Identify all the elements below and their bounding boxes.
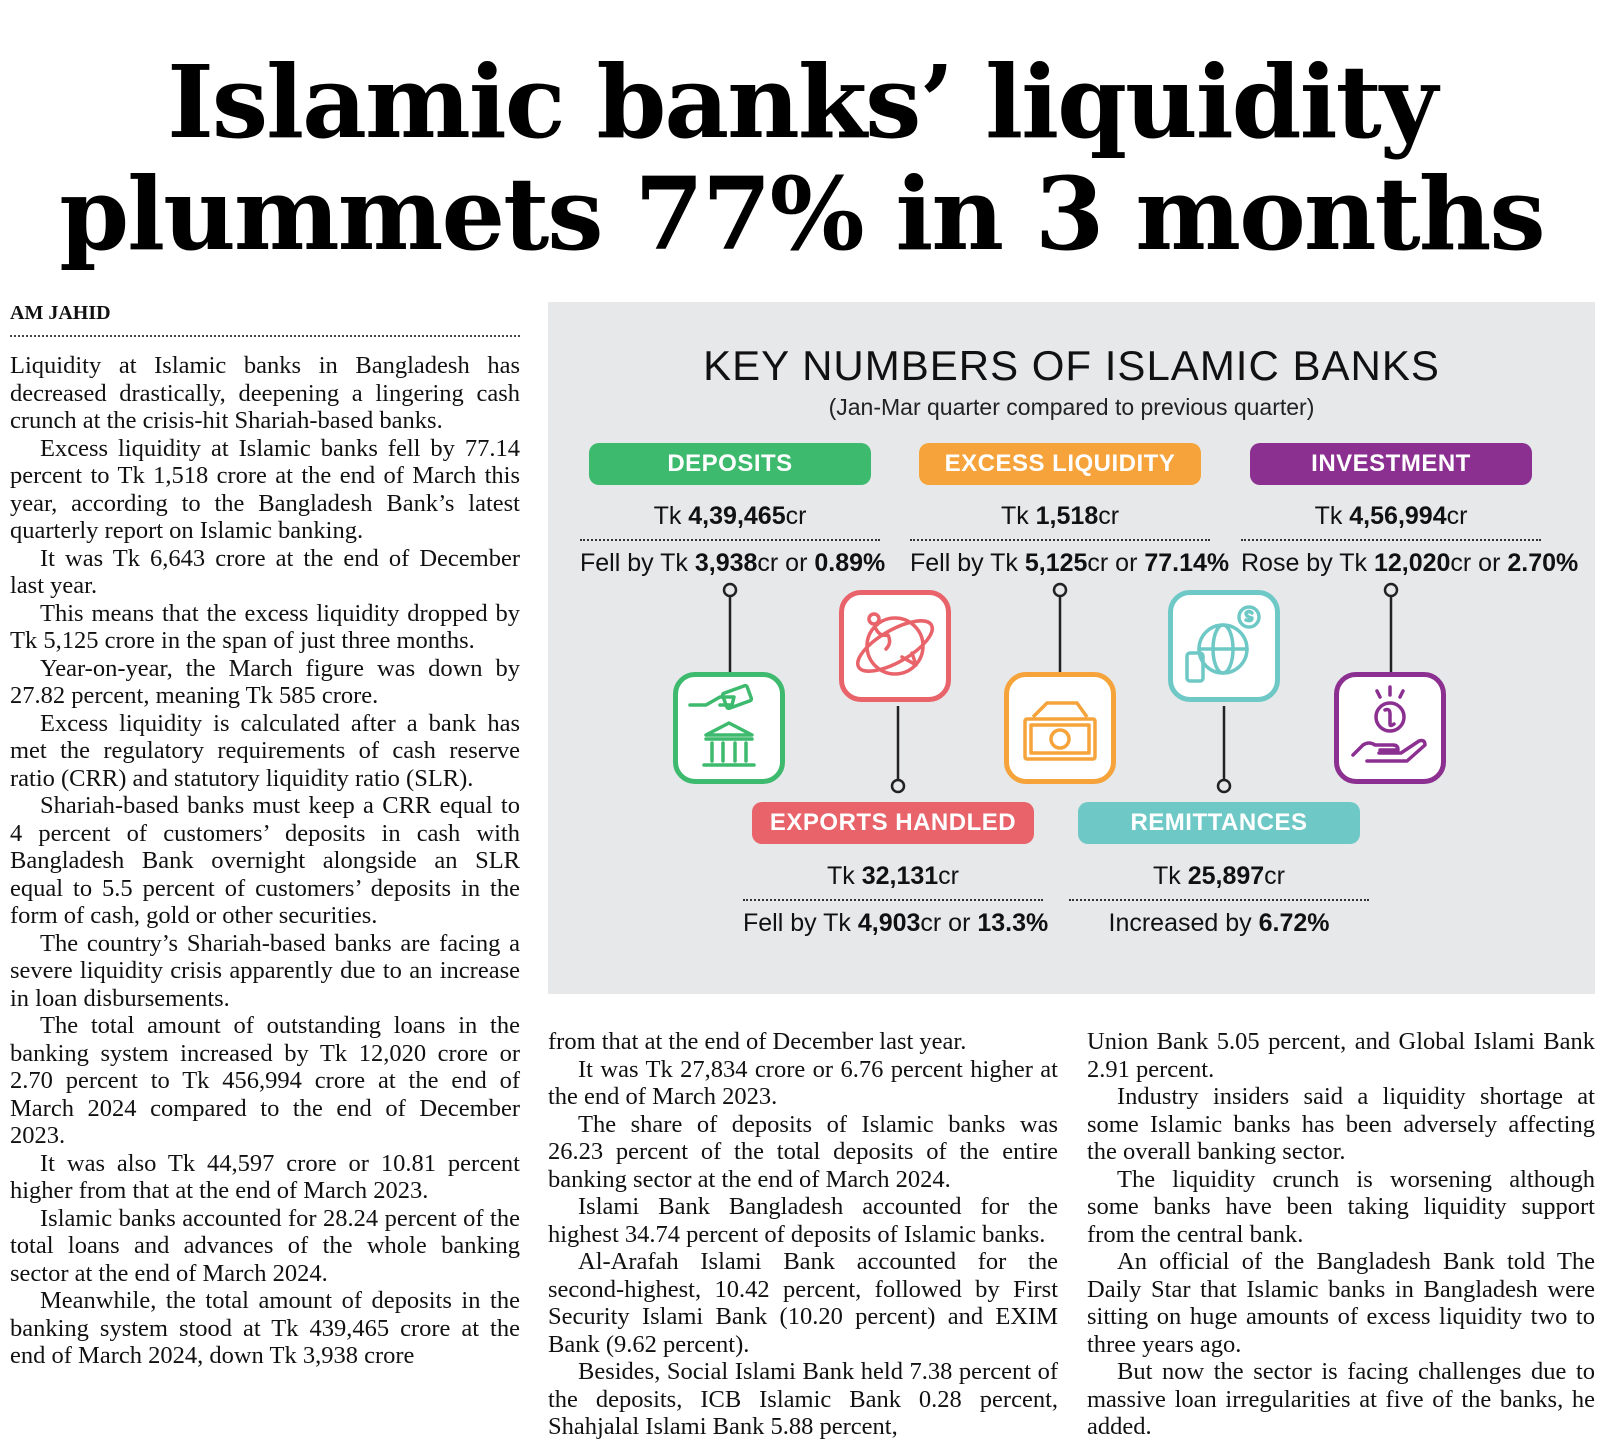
article-column-3 — [1087, 1028, 1595, 1441]
globe-phone-dollar-icon — [1168, 590, 1280, 702]
paragraph: Excess liquidity at Islamic banks fell by 77.14 percent to Tk 1,518 crore at the end of March this year, according to the Bangladesh Bank’s latest quarterly report on Islamic banking. — [10, 434, 520, 544]
paragraph: Excess liquidity is calculated after a bank has met the regulatory requirements of cash reserve ratio (CRR) and statutory liquidity ratio (SLR). — [10, 709, 520, 792]
deposits-stat — [580, 502, 886, 578]
paragraph: This means that the excess liquidity dropped by Tk 5,125 crore in the span of just three months. — [10, 599, 520, 654]
remittances-label: REMITTANCES — [1078, 802, 1360, 844]
investment-amount: Tk 4,56,994cr — [1241, 502, 1541, 541]
exports-handled-change: Fell by Tk 4,903cr or 13.3% — [743, 909, 1049, 937]
excess-liquidity-stat — [910, 502, 1230, 578]
key-numbers-infographic — [548, 302, 1595, 994]
headline-line-1: Islamic banks’ liquidity — [167, 43, 1436, 161]
cash-notes-icon — [1004, 672, 1116, 784]
exports-handled-label: EXPORTS HANDLED — [752, 802, 1034, 844]
deposits-change: Fell by Tk 3,938cr or 0.89% — [580, 549, 886, 577]
paragraph: But now the sector is facing challenges due to massive loan irregularities at five of the banks, he added. — [1087, 1358, 1595, 1440]
paragraph: Shariah-based banks must keep a CRR equal to 4 percent of customers’ deposits in cash with Bangladesh Bank overnight alongside an SLR equal to 5.5 percent of customers’ deposits in the form of cash, gold or other securities. — [10, 792, 520, 929]
paragraph: An official of the Bangladesh Bank told The Daily Star that Islamic banks in Bangladesh were sitting on huge amounts of excess liquidity two to three years ago. — [1087, 1248, 1595, 1358]
remittances-stat — [1069, 862, 1369, 938]
paragraph: Meanwhile, the total amount of deposits in the banking system stood at Tk 439,465 crore at the end of March 2024, down Tk 3,938 crore — [10, 1287, 520, 1369]
bank-hand-money-icon — [673, 672, 785, 784]
paragraph: It was Tk 27,834 crore or 6.76 percent higher at the end of March 2023. — [548, 1055, 1058, 1110]
article-column-2 — [548, 1028, 1058, 1441]
paragraph: The share of deposits of Islamic banks was 26.23 percent of the total deposits of the entire banking sector at the end of March 2024. — [548, 1110, 1058, 1193]
byline: AM JAHID — [10, 302, 520, 337]
paragraph: Union Bank 5.05 percent, and Global Islami Bank 2.91 percent. — [1087, 1028, 1595, 1083]
paragraph: Industry insiders said a liquidity shortage at some Islamic banks has been adversely affecting the overall banking sector. — [1087, 1083, 1595, 1165]
excess-liquidity-change: Fell by Tk 5,125cr or 77.14% — [910, 549, 1230, 577]
paragraph: Al-Arafah Islami Bank accounted for the second-highest, 10.42 percent, followed by First Security Islami Bank (10.20 percent) and EXIM Bank (9.62 percent). — [548, 1248, 1058, 1358]
hand-taka-coin-icon — [1334, 672, 1446, 784]
paragraph: Islamic banks accounted for 28.24 percent of the total loans and advances of the whole banking sector at the end of March 2024. — [10, 1204, 520, 1287]
paragraph: from that at the end of December last year. — [548, 1028, 967, 1055]
deposits-amount: Tk 4,39,465cr — [580, 502, 880, 541]
paragraph: The total amount of outstanding loans in the banking system increased by Tk 12,020 crore or 2.70 percent to Tk 456,994 crore at the end of March 2024 compared to the end of December 2023. — [10, 1012, 520, 1149]
paragraph: Islami Bank Bangladesh accounted for the highest 34.74 percent of deposits of Islamic banks. — [548, 1193, 1058, 1248]
infographic-title: KEY NUMBERS OF ISLAMIC BANKS — [703, 342, 1440, 389]
headline-line-2: plummets 77% in 3 months — [59, 155, 1544, 273]
exports-handled-amount: Tk 32,131cr — [743, 862, 1043, 901]
exports-handled-stat — [743, 862, 1049, 938]
infographic-subtitle: (Jan-Mar quarter compared to previous quarter) — [828, 394, 1315, 420]
paragraph: Year-on-year, the March figure was down by 27.82 percent, meaning Tk 585 crore. — [10, 654, 520, 709]
remittances-change: Increased by 6.72% — [1108, 909, 1330, 937]
excess-liquidity-amount: Tk 1,518cr — [910, 502, 1210, 541]
paragraph: It was also Tk 44,597 crore or 10.81 percent higher from that at the end of March 2023. — [10, 1149, 520, 1204]
globe-export-icon — [839, 590, 951, 702]
investment-label: INVESTMENT — [1250, 443, 1532, 485]
paragraph: Besides, Social Islami Bank held 7.38 percent of the deposits, ICB Islamic Bank 0.28 percent, Shahjalal Islami Bank 5.88 percent, — [548, 1358, 1058, 1440]
excess-liquidity-label: EXCESS LIQUIDITY — [919, 443, 1201, 485]
investment-change: Rose by Tk 12,020cr or 2.70% — [1241, 549, 1579, 577]
investment-stat — [1241, 502, 1579, 578]
deposits-label: DEPOSITS — [589, 443, 871, 485]
paragraph: Liquidity at Islamic banks in Bangladesh has decreased drastically, deepening a lingering cash crunch at the crisis-hit Shariah-based banks. — [10, 352, 520, 434]
paragraph: It was Tk 6,643 crore at the end of December last year. — [10, 544, 520, 599]
paragraph: The country’s Shariah-based banks are facing a severe liquidity crisis apparently due to an increase in loan disbursements. — [10, 929, 520, 1012]
paragraph: The liquidity crunch is worsening although some banks have been taking liquidity support from the central bank. — [1087, 1165, 1595, 1248]
article-column-1 — [10, 352, 520, 1370]
remittances-amount: Tk 25,897cr — [1069, 862, 1369, 901]
headline — [20, 43, 1583, 273]
